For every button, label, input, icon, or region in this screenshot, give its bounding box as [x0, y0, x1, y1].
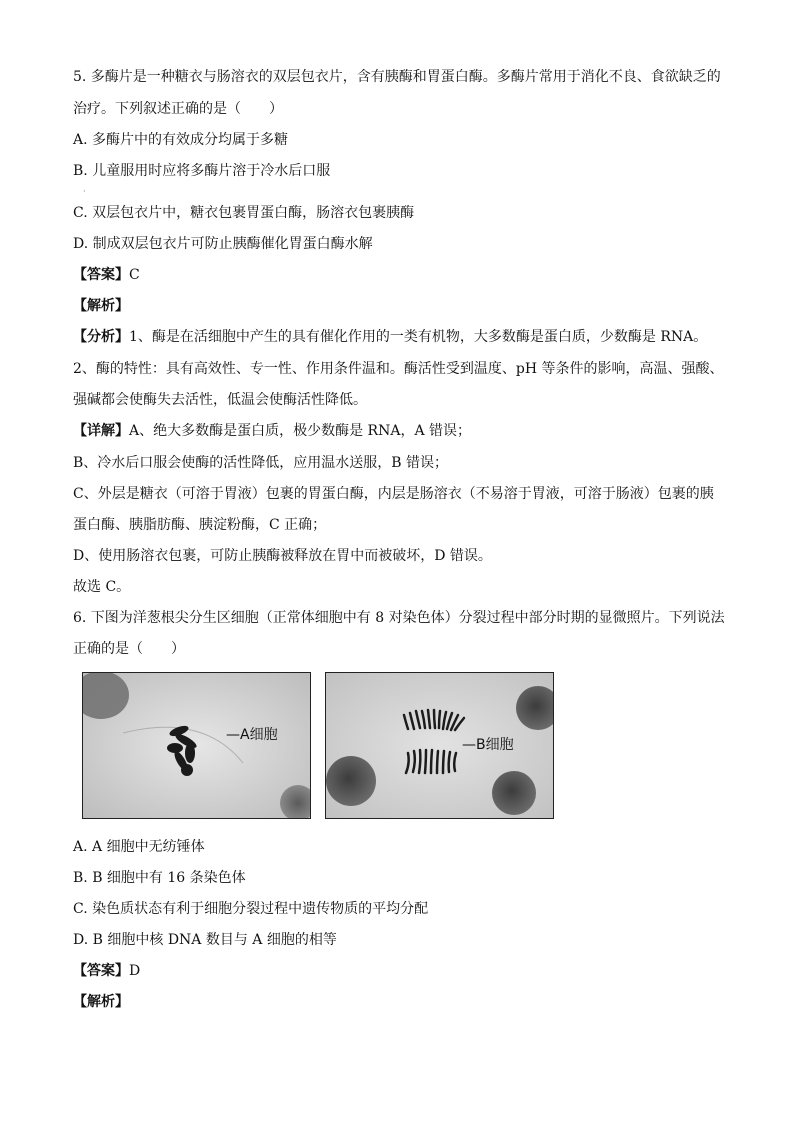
micrograph-a [82, 672, 311, 819]
xiangjie-tag: 【详解】 [73, 423, 129, 439]
answer-value: D [129, 963, 141, 979]
answer-tag: 【答案】 [73, 963, 129, 979]
q6-stem-line2: 正确的是（ ） [73, 641, 185, 657]
q5-option-d: D. 制成双层包衣片可防止胰酶催化胃蛋白酶水解 [73, 236, 373, 252]
q5-detail-line4: 蛋白酶、胰脂肪酶、胰淀粉酶，C 正确； [73, 517, 327, 533]
detail-text: A、绝大多数酶是蛋白质，极少数酶是 RNA，A 错误； [129, 423, 472, 439]
q6-option-c: C. 染色质状态有利于细胞分裂过程中遗传物质的平均分配 [73, 901, 429, 917]
q6-answer [73, 962, 140, 980]
q5-fenxi-line3: 强碱都会使酶失去活性，低温会使酶活性降低。 [73, 392, 367, 408]
q6-option-b: B. B 细胞中有 16 条染色体 [73, 870, 246, 886]
q6-option-d: D. B 细胞中核 DNA 数目与 A 细胞的相等 [73, 932, 337, 948]
q6-option-a: A. A 细胞中无纺锤体 [73, 839, 205, 855]
q5-option-b: B. 儿童服用时应将多酶片溶于冷水后口服 [73, 163, 331, 179]
answer-value: C [129, 267, 140, 283]
fenxi-tag: 【分析】 [73, 329, 129, 345]
q6-analysis-tag: 【解析】 [73, 994, 129, 1010]
q5-fenxi-line1 [73, 328, 707, 346]
q5-detail-line2: B、冷水后口服会使酶的活性降低，应用温水送服，B 错误； [73, 455, 449, 471]
micrograph-b [325, 672, 554, 819]
q5-detail-line1 [73, 422, 471, 440]
fenxi-text: 1、酶是在活细胞中产生的具有催化作用的一类有机物，大多数酶是蛋白质，少数酶是 RNA。 [129, 329, 708, 345]
figure-label-a: —A细胞 [226, 727, 278, 743]
q5-stem-line1: 5. 多酶片是一种糖衣与肠溶衣的双层包衣片，含有胰酶和胃蛋白酶。多酶片常用于消化不良、食欲缺乏的 [73, 69, 721, 85]
stray-dot: · [83, 187, 86, 196]
q5-analysis-tag: 【解析】 [73, 298, 129, 314]
q5-conclusion: 故选 C。 [73, 579, 131, 595]
q5-stem-line2: 治疗。下列叙述正确的是（ ） [73, 101, 283, 117]
q5-answer [73, 266, 140, 284]
q5-detail-line3: C、外层是糖衣（可溶于胃液）包裹的胃蛋白酶，内层是肠溶衣（不易溶于胃液，可溶于肠液）包裹的胰 [73, 486, 714, 502]
q5-option-c: C. 双层包衣片中，糖衣包裹胃蛋白酶，肠溶衣包裹胰酶 [73, 205, 415, 221]
micrograph-b-art [326, 673, 553, 818]
answer-tag: 【答案】 [73, 267, 129, 283]
micrograph-a-art [83, 673, 310, 818]
q5-detail-line5: D、使用肠溶衣包裹，可防止胰酶被释放在胃中而被破坏，D 错误。 [73, 548, 492, 564]
q6-stem-line1: 6. 下图为洋葱根尖分生区细胞（正常体细胞中有 8 对染色体）分裂过程中部分时期的显微照片。下列说法 [73, 610, 725, 626]
q5-fenxi-line2: 2、酶的特性：具有高效性、专一性、作用条件温和。酶活性受到温度、pH 等条件的影响，高温、强酸、 [73, 361, 724, 377]
figure-label-b: —B细胞 [462, 737, 514, 753]
q5-option-a: A. 多酶片中的有效成分均属于多糖 [73, 132, 289, 148]
